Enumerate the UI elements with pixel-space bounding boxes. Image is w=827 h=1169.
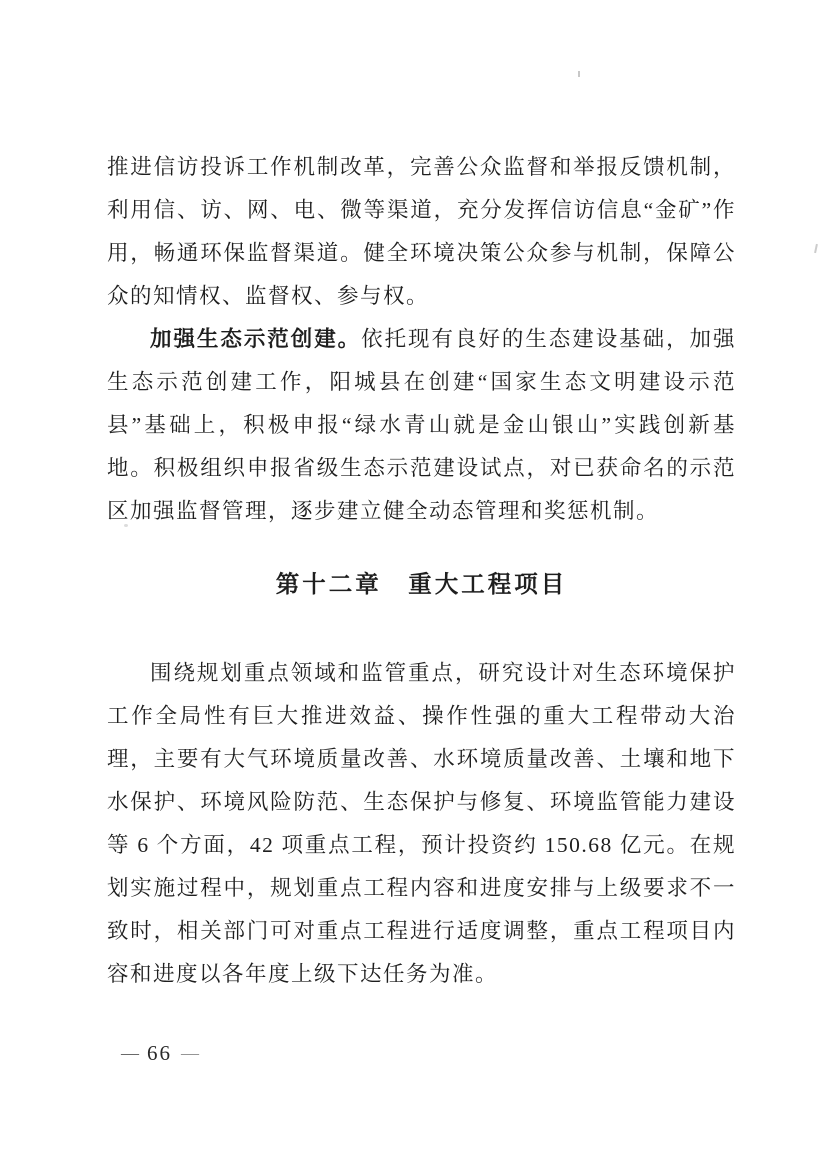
page-content <box>107 146 736 996</box>
scan-artifact <box>814 244 818 253</box>
footer-dash-left: — <box>121 1043 138 1063</box>
paragraph-eco-demonstration-lead: 加强生态示范创建。 <box>150 327 362 351</box>
chapter-title: 第十二章 重大工程项目 <box>275 572 568 598</box>
paragraph-major-projects: 围绕规划重点领域和监管重点，研究设计对生态环境保护工作全局性有巨大推进效益、操作性强的重大工程带动大治理，主要有大气环境质量改善、水环境质量改善、土壤和地下水保护、环境风险防范、生态保护与修复、环境监管能力建设等 6 个方面，42 项重点工程，预计投资约 150.68 亿元。在规划实施过程中，规划重点工程内容和进度安排与上级要求不一致时，相关部门可对重点工程进行适度调整，重点工程项目内容和进度以各年度上级下达任务为准。 <box>107 661 736 986</box>
scan-artifact <box>578 71 580 77</box>
footer-dash-right: — <box>181 1043 198 1063</box>
paragraph-eco-demonstration <box>107 318 736 533</box>
page-footer <box>121 1038 198 1068</box>
page-number: 66 <box>147 1041 172 1065</box>
paragraph-public-supervision: 推进信访投诉工作机制改革，完善公众监督和举报反馈机制，利用信、访、网、电、微等渠道，充分发挥信访信息“金矿”作用，畅通环保监督渠道。健全环境决策公众参与机制，保障公众的知情权、监督权、参与权。 <box>107 155 736 308</box>
paragraph-eco-demonstration-body: 依托现有良好的生态建设基础，加强生态示范创建工作，阳城县在创建“国家生态文明建设示范县”基础上，积极申报“绿水青山就是金山银山”实践创新基地。积极组织申报省级生态示范建设试点，对已获命名的示范区加强监督管理，逐步建立健全动态管理和奖惩机制。 <box>107 327 736 523</box>
scan-artifact <box>124 524 128 527</box>
